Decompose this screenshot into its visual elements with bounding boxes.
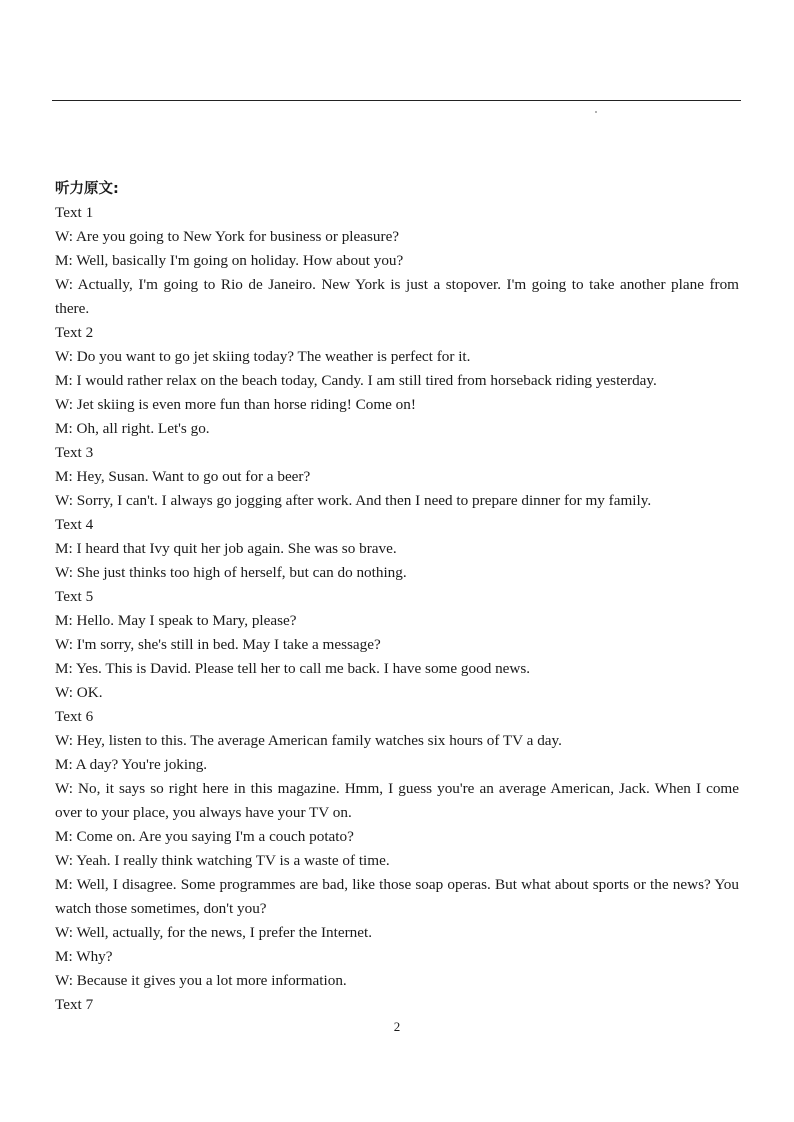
- dialogue-line: M: Come on. Are you saying I'm a couch potato?: [55, 828, 354, 845]
- text-label: Text 5: [55, 588, 94, 605]
- dialogue-line: W: Hey, listen to this. The average American family watches six hours of TV a day.: [55, 732, 562, 749]
- page-number: 2: [393, 1019, 401, 1034]
- dialogue-line: M: I heard that Ivy quit her job again. She was so brave.: [55, 540, 397, 557]
- dialogue-line: M: Oh, all right. Let's go.: [55, 420, 210, 437]
- transcript-body: [55, 177, 739, 1017]
- dialogue-line: M: I would rather relax on the beach today, Candy. I am still tired from horseback riding yesterday.: [55, 372, 657, 389]
- dialogue-line: W: Are you going to New York for business or pleasure?: [55, 228, 400, 245]
- text-label: Text 3: [55, 444, 94, 461]
- dialogue-line: M: Hey, Susan. Want to go out for a beer?: [55, 468, 311, 485]
- dialogue-line: W: Actually, I'm going to Rio de Janeiro. New York is just a stopover. I'm going to take another plane from there.: [55, 276, 739, 317]
- dialogue-line: W: No, it says so right here in this magazine. Hmm, I guess you're an average American, Jack. When I come over to your place, you always have your TV on.: [55, 780, 739, 821]
- text-label: Text 6: [55, 708, 94, 725]
- text-label: Text 2: [55, 324, 94, 341]
- dialogue-line: W: Because it gives you a lot more information.: [55, 972, 347, 989]
- dialogue-line: W: OK.: [55, 684, 103, 701]
- header-rule: [52, 100, 741, 101]
- text-label: Text 4: [55, 516, 94, 533]
- dialogue-line: W: Well, actually, for the news, I prefer the Internet.: [55, 924, 373, 941]
- dialogue-line: M: Well, basically I'm going on holiday. How about you?: [55, 252, 404, 269]
- text-label: Text 7: [55, 996, 94, 1013]
- dialogue-line: W: I'm sorry, she's still in bed. May I take a message?: [55, 636, 381, 653]
- dialogue-line: M: Hello. May I speak to Mary, please?: [55, 612, 297, 629]
- dialogue-line: W: Do you want to go jet skiing today? The weather is perfect for it.: [55, 348, 471, 365]
- dialogue-line: W: Sorry, I can't. I always go jogging after work. And then I need to prepare dinner for my family.: [55, 492, 652, 509]
- dialogue-line: W: Yeah. I really think watching TV is a waste of time.: [55, 852, 390, 869]
- header-mark: [595, 111, 597, 113]
- text-label: Text 1: [55, 204, 94, 221]
- dialogue-line: W: She just thinks too high of herself, but can do nothing.: [55, 564, 407, 581]
- dialogue-line: M: Well, I disagree. Some programmes are bad, like those soap operas. But what about sports or the news? You watch those sometimes, don't you?: [55, 876, 739, 917]
- dialogue-line: M: Why?: [55, 948, 113, 965]
- dialogue-line: W: Jet skiing is even more fun than horse riding! Come on!: [55, 396, 416, 413]
- section-heading: 听力原文:: [55, 181, 119, 197]
- dialogue-line: M: Yes. This is David. Please tell her to call me back. I have some good news.: [55, 660, 531, 677]
- dialogue-line: M: A day? You're joking.: [55, 756, 208, 773]
